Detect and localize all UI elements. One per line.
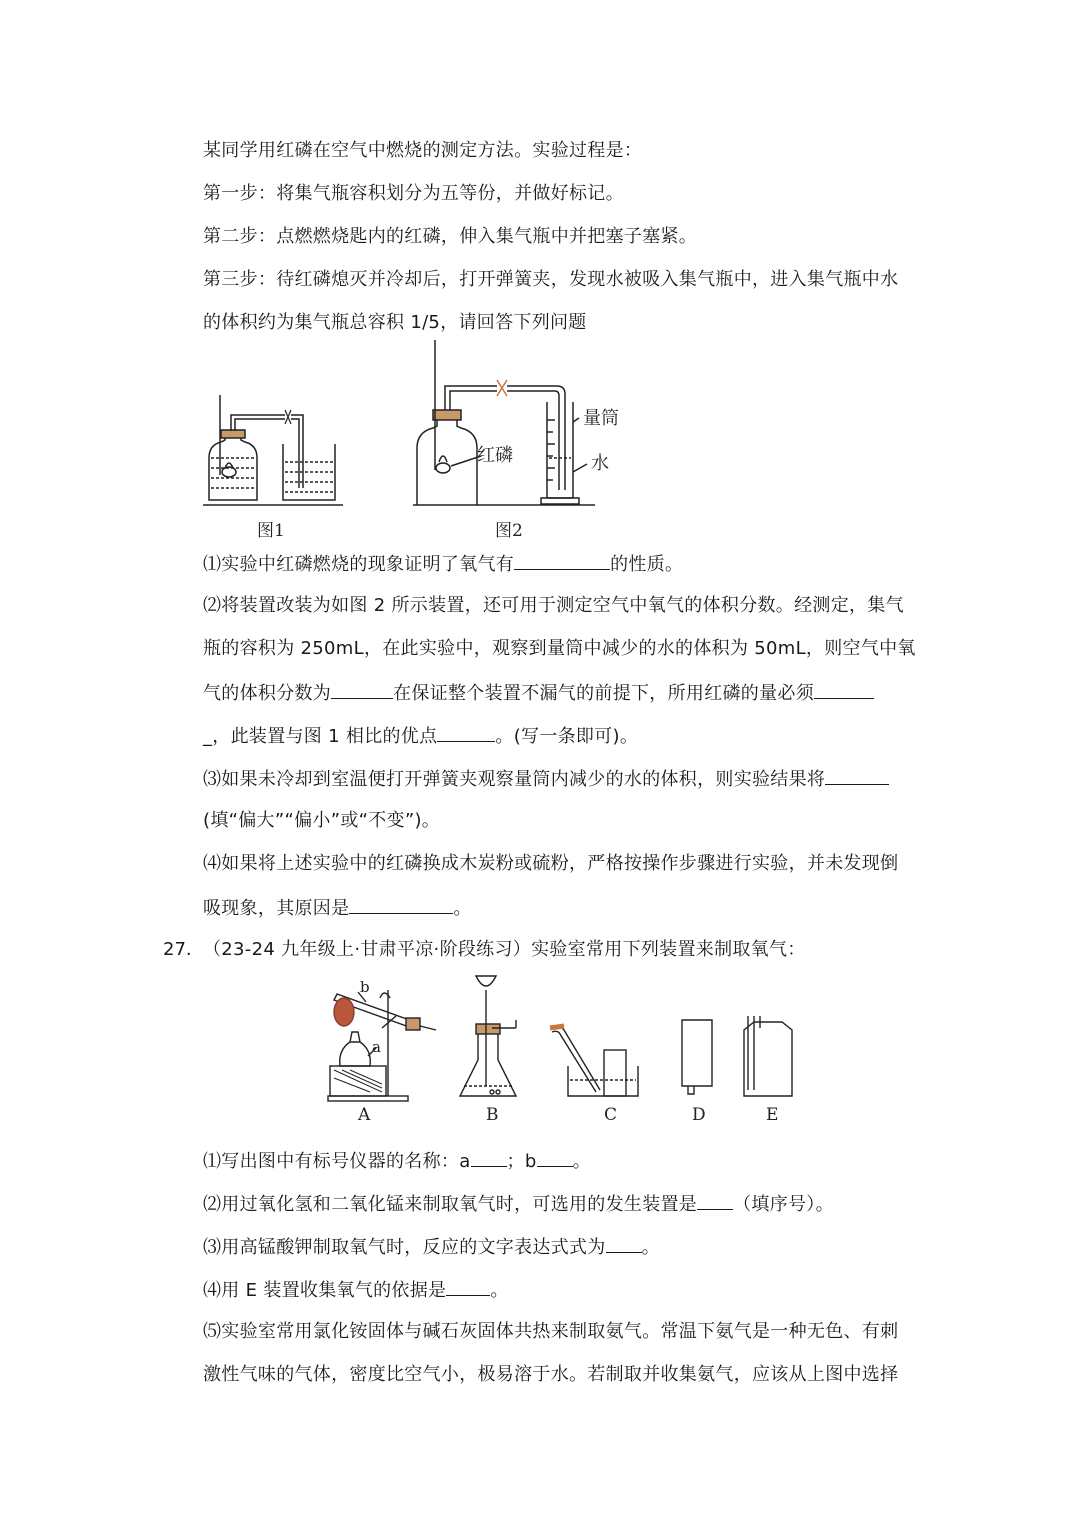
q26-part2-line1: ⑵将装置改装为如图 2 所示装置，还可用于测定空气中氧气的体积分数。经测定，集气 — [203, 595, 904, 616]
q26-part4-line2 — [203, 895, 472, 921]
q26-part4-line1: ⑷如果将上述实验中的红磷换成木炭粉或硫粉，严格按操作步骤进行实验，并未发现倒 — [203, 853, 899, 874]
apparatus-E — [744, 1016, 792, 1096]
label-A: A — [358, 1105, 371, 1125]
step-one: 第一步：将集气瓶容积划分为五等份，并做好标记。 — [203, 183, 624, 204]
q27-part2 — [203, 1191, 834, 1217]
q26-part3-line2: (填“偏大”“偏小”或“不变”)。 — [203, 810, 441, 831]
answer-blank[interactable] — [606, 1234, 642, 1253]
step-three: 第三步：待红磷熄灭并冷却后，打开弹簧夹，发现水被吸入集气瓶中，进入集气瓶中水 — [203, 269, 899, 290]
answer-blank[interactable] — [471, 1148, 507, 1167]
label-E: E — [766, 1105, 779, 1125]
figure1-apparatus — [203, 395, 343, 505]
answer-blank[interactable] — [814, 680, 874, 699]
step-two: 第二步：点燃燃烧匙内的红磷，伸入集气瓶中并把塞子塞紧。 — [203, 226, 698, 247]
q26-part1-text: ⑴实验中红磷燃烧的现象证明了氧气有 — [203, 554, 515, 575]
q27-part5-line2: 激性气味的气体，密度比空气小，极易溶于水。若制取并收集氨气，应该从上图中选择 — [203, 1364, 899, 1385]
step-three-continued: 的体积约为集气瓶总容积 1/5，请回答下列问题 — [203, 312, 587, 333]
q26-part2-text1: 气的体积分数为 — [203, 683, 332, 704]
q26-part2-text3: _，此装置与图 1 相比的优点 — [203, 726, 438, 747]
label-cylinder: 量筒 — [583, 408, 619, 429]
answer-blank[interactable] — [331, 680, 393, 699]
q27-part4 — [203, 1277, 509, 1303]
answer-blank[interactable] — [537, 1148, 573, 1167]
label-D: D — [692, 1105, 706, 1125]
q26-part4-text: 吸现象，其原因是 — [203, 898, 350, 919]
q27-part1-text: ⑴写出图中有标号仪器的名称：a — [203, 1151, 471, 1172]
label-water: 水 — [591, 453, 609, 474]
q27-part3-text: ⑶用高锰酸钾制取氧气时，反应的文字表达式式为 — [203, 1237, 606, 1258]
q26-part4-end: 。 — [453, 898, 472, 919]
question-number: 27. — [163, 939, 192, 960]
q27-part2-text: ⑵用过氧化氢和二氧化锰来制取氧气时，可选用的发生装置是 — [203, 1194, 698, 1215]
answer-blank[interactable] — [514, 551, 610, 570]
answer-blank[interactable] — [825, 766, 889, 785]
label-a: a — [372, 1038, 381, 1056]
q26-part2-line3 — [203, 680, 874, 706]
intro-line: 某同学用红磷在空气中燃烧的测定方法。实验过程是： — [203, 140, 643, 161]
answer-blank[interactable] — [697, 1191, 733, 1210]
figure2-apparatus — [413, 340, 595, 505]
q26-part1 — [203, 551, 683, 577]
apparatus-figure-a-e — [320, 970, 800, 1130]
q26-part2-text4: 。(写一条即可)。 — [495, 726, 639, 747]
q27-part4-end: 。 — [490, 1280, 509, 1301]
answer-blank[interactable] — [446, 1277, 490, 1296]
q26-part1-end: 的性质。 — [610, 554, 684, 575]
experiment-figure-1-2 — [195, 340, 635, 550]
q27-part1-end: 。 — [572, 1151, 591, 1172]
q26-part2-line4 — [203, 723, 638, 749]
label-phosphorus: 红磷 — [477, 445, 513, 466]
label-b: b — [360, 978, 370, 996]
q27-part4-text: ⑷用 E 装置收集氧气的依据是 — [203, 1280, 447, 1301]
caption-figure-1: 图1 — [257, 521, 285, 541]
answer-blank[interactable] — [349, 895, 453, 914]
q26-part2-text2: 在保证整个装置不漏气的前提下，所用红磷的量必须 — [393, 683, 815, 704]
answer-blank[interactable] — [437, 723, 495, 742]
q27-part1-mid: ；b — [506, 1151, 537, 1172]
apparatus-C — [550, 1026, 638, 1096]
label-C: C — [604, 1105, 618, 1125]
q26-part3-text: ⑶如果未冷却到室温便打开弹簧夹观察量筒内减少的水的体积，则实验结果将 — [203, 769, 826, 790]
label-B: B — [486, 1105, 499, 1125]
apparatus-A — [328, 990, 436, 1101]
apparatus-D — [682, 1020, 712, 1094]
q26-part2-line2: 瓶的容积为 250mL，在此实验中，观察到量筒中减少的水的体积为 50mL，则空气中氧 — [203, 638, 916, 659]
caption-figure-2: 图2 — [495, 521, 523, 541]
q27-part3-end: 。 — [641, 1237, 660, 1258]
q27-part1 — [203, 1148, 591, 1174]
q27-part2-end: （填序号）。 — [733, 1194, 834, 1215]
apparatus-B — [460, 976, 516, 1096]
question-title: （23-24 九年级上·甘肃平凉·阶段练习）实验室常用下列装置来制取氧气： — [203, 939, 806, 960]
q27-part5-line1: ⑸实验室常用氯化铵固体与碱石灰固体共热来制取氨气。常温下氨气是一种无色、有刺 — [203, 1321, 899, 1342]
q27-part3 — [203, 1234, 660, 1260]
q26-part3-line1 — [203, 766, 889, 792]
